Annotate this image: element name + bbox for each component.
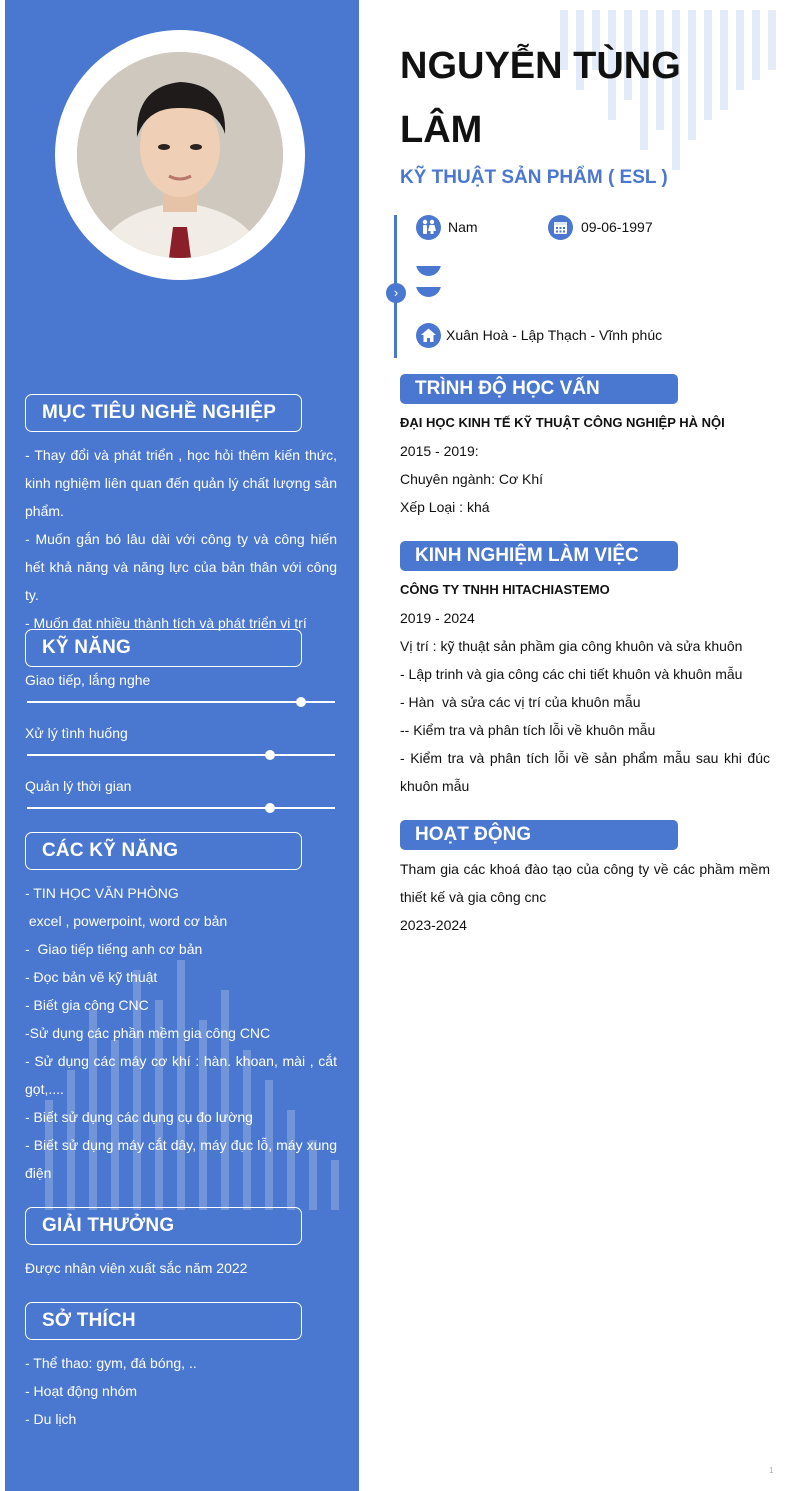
skill-label: Quản lý thời gian <box>25 778 132 794</box>
experience-heading: KINH NGHIỆM LÀM VIỆC <box>400 541 678 571</box>
other-skills-text <box>25 879 337 1187</box>
other-skill-line: -Sử dụng các phần mềm gia công CNC <box>25 1025 271 1041</box>
other-skill-line: - Biết sử dụng máy cắt dây, máy đục lỗ, máy xung điện <box>25 1137 337 1181</box>
company-name: CÔNG TY TNHH HITACHIASTEMO <box>400 582 610 597</box>
birthdate-value: 09-06-1997 <box>581 219 653 235</box>
other-skills-heading: CÁC KỸ NĂNG <box>25 832 302 870</box>
skills-heading: KỸ NĂNG <box>25 629 302 667</box>
hobbies-heading: SỞ THÍCH <box>25 1302 302 1340</box>
activity-line: 2023-2024 <box>400 917 467 933</box>
activity-line: Tham gia các khoá đào tạo của công ty về các phầm mềm thiết kế và gia công cnc <box>400 861 770 905</box>
other-skill-line: - Biết gia công CNC <box>25 997 149 1013</box>
other-skill-line: excel , powerpoint, word cơ bản <box>25 913 228 929</box>
activities-heading: HOẠT ĐỘNG <box>400 820 678 850</box>
education-line: Xếp Loại : khá <box>400 499 490 515</box>
activities-content <box>400 855 770 939</box>
candidate-name: NGUYỄN TÙNG LÂM <box>400 45 681 151</box>
other-skill-line: - Giao tiếp tiếng anh cơ bản <box>25 941 203 957</box>
page-number: 1 <box>769 1466 774 1475</box>
skill-level-knob <box>296 697 306 707</box>
education-line: 2015 - 2019: <box>400 443 479 459</box>
hobby-line: - Thể thao: gym, đá bóng, .. <box>25 1355 197 1371</box>
hobby-line: - Hoạt động nhóm <box>25 1383 138 1399</box>
other-skill-line: - Đọc bản vẽ kỹ thuật <box>25 969 158 985</box>
experience-line: Vị trí : kỹ thuật sản phầm gia công khuôn và sửa khuôn <box>400 638 743 654</box>
skill-bar <box>27 701 335 703</box>
gender-value: Nam <box>448 219 478 235</box>
experience-line: 2019 - 2024 <box>400 610 475 626</box>
experience-content <box>400 576 770 800</box>
award-line: Được nhân viên xuất sắc năm 2022 <box>25 1260 248 1276</box>
hidden-email-icon <box>416 287 441 297</box>
education-content <box>400 409 770 521</box>
calendar-icon <box>548 215 573 240</box>
experience-line: - Lập trinh và gia công các chi tiết khuôn và khuôn mẫu <box>400 666 743 682</box>
career-goal-heading: MỤC TIÊU NGHỀ NGHIỆP <box>25 394 302 432</box>
other-skill-line: - Sử dụng các máy cơ khí : hàn. khoan, mài , cắt gọt,.... <box>25 1053 337 1097</box>
home-icon <box>416 323 441 348</box>
career-goal-line: - Muốn đạt nhiều thành tích và phát triển vị trí <box>25 615 307 631</box>
hobbies-text <box>25 1349 337 1433</box>
education-heading: TRÌNH ĐỘ HỌC VẤN <box>400 374 678 404</box>
experience-line: -- Kiểm tra và phân tích lỗi về khuôn mẫu <box>400 722 656 738</box>
career-goal-text <box>25 441 337 637</box>
skill-level-knob <box>265 803 275 813</box>
school-name: ĐẠI HỌC KINH TẾ KỸ THUẬT CÔNG NGHIỆP HÀ NỘI <box>400 415 725 430</box>
awards-heading: GIẢI THƯỞNG <box>25 1207 302 1245</box>
education-line: Chuyên ngành: Cơ Khí <box>400 471 544 487</box>
chevron-right-icon[interactable]: › <box>386 283 406 303</box>
job-title: KỸ THUẬT SẢN PHẨM ( ESL ) <box>400 167 668 188</box>
experience-line: - Kiểm tra và phân tích lỗi về sản phẩm mẫu sau khi đúc khuôn mẫu <box>400 750 770 794</box>
avatar-frame <box>55 30 305 280</box>
sidebar <box>5 0 359 1491</box>
hidden-phone-icon <box>416 266 441 276</box>
other-skill-line: - Biết sử dụng các dụng cụ đo lường <box>25 1109 253 1125</box>
hobby-line: - Du lịch <box>25 1411 77 1427</box>
skill-label: Xử lý tình huống <box>25 725 128 741</box>
gender-icon <box>416 215 441 240</box>
skill-label: Giao tiếp, lắng nghe <box>25 672 151 688</box>
awards-text <box>25 1254 337 1282</box>
other-skill-line: - TIN HỌC VĂN PHÒNG <box>25 885 179 901</box>
experience-line: - Hàn và sửa các vị trí của khuôn mẫu <box>400 694 641 710</box>
skill-bar <box>27 754 335 756</box>
career-goal-line: - Muốn gắn bó lâu dài với công ty và công hiến hết khả năng và năng lực của bản thân với công ty. <box>25 531 337 603</box>
avatar <box>77 52 283 258</box>
career-goal-line: - Thay đổi và phát triển , học hỏi thêm kiến thức, kinh nghiệm liên quan đến quản lý chất lượng sản phẩm. <box>25 447 337 519</box>
skill-bar <box>27 807 335 809</box>
address-value: Xuân Hoà - Lập Thạch - Vĩnh phúc <box>446 327 663 343</box>
skill-level-knob <box>265 750 275 760</box>
